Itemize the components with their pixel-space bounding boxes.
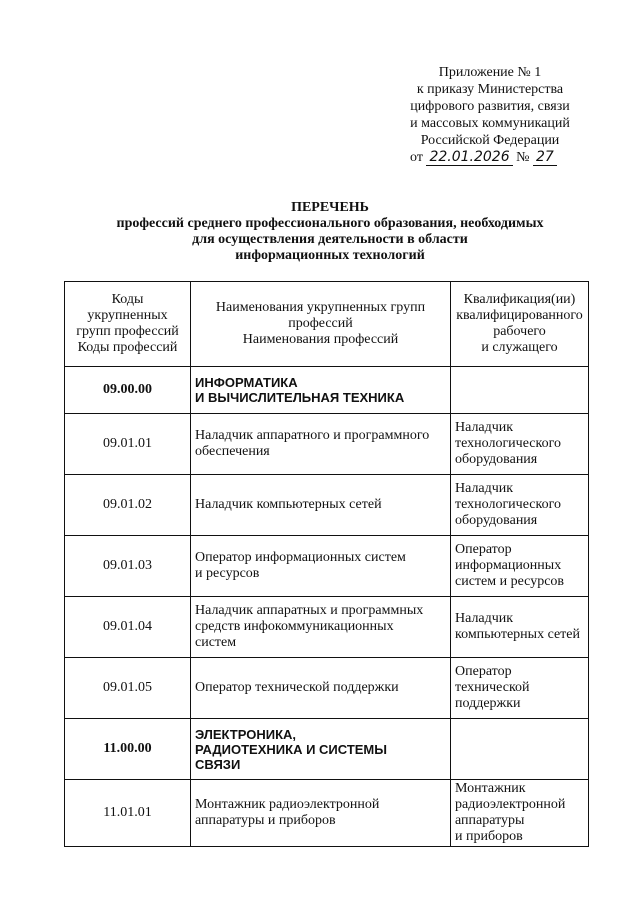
order-reference	[392, 149, 588, 166]
row-code: 11.00.00	[65, 719, 191, 780]
table-row	[65, 597, 589, 658]
row-name: Оператор информационных систем и ресурсов	[191, 536, 451, 597]
table-row	[65, 414, 589, 475]
row-name: Монтажник радиоэлектронной аппаратуры и приборов	[191, 780, 451, 847]
table-row	[65, 780, 589, 847]
table-row	[65, 658, 589, 719]
row-qualification: Монтажник радиоэлектронной аппаратуры и приборов	[451, 780, 589, 847]
order-date: 22.01.2026	[426, 149, 512, 166]
header-codes: Коды укрупненных групп профессий Коды профессий	[65, 282, 191, 367]
table-row	[65, 475, 589, 536]
row-qualification: Наладчик компьютерных сетей	[451, 597, 589, 658]
document-subtitle: профессий среднего профессионального образования, необходимых для осуществления деятельности в области информационных технологий	[116, 216, 544, 263]
row-qualification: Наладчик технологического оборудования	[451, 475, 589, 536]
professions-table	[64, 281, 589, 847]
row-qualification: Наладчик технологического оборудования	[451, 414, 589, 475]
appendix-line: и массовых коммуникаций	[410, 116, 570, 131]
row-name: Наладчик компьютерных сетей	[191, 475, 451, 536]
appendix-line: цифрового развития, связи	[410, 99, 570, 114]
row-name: Наладчик аппаратного и программного обеспечения	[191, 414, 451, 475]
row-code: 09.01.02	[65, 475, 191, 536]
row-name: ЭЛЕКТРОНИКА, РАДИОТЕХНИКА И СИСТЕМЫ СВЯЗИ	[191, 719, 451, 780]
row-qualification	[451, 719, 589, 780]
row-name: Оператор технической поддержки	[191, 658, 451, 719]
order-prefix: от	[410, 150, 423, 165]
table-row	[65, 367, 589, 414]
row-code: 09.00.00	[65, 367, 191, 414]
row-code: 09.01.03	[65, 536, 191, 597]
row-name: ИНФОРМАТИКА И ВЫЧИСЛИТЕЛЬНАЯ ТЕХНИКА	[191, 367, 451, 414]
row-code: 09.01.01	[65, 414, 191, 475]
row-code: 11.01.01	[65, 780, 191, 847]
row-name: Наладчик аппаратных и программных средств инфокоммуникационных систем	[191, 597, 451, 658]
row-code: 09.01.05	[65, 658, 191, 719]
appendix-line: Российской Федерации	[420, 133, 560, 148]
appendix-block	[392, 64, 588, 166]
table-row	[65, 536, 589, 597]
order-number: 27	[533, 149, 557, 166]
document-heading	[70, 200, 590, 264]
row-qualification: Оператор технической поддержки	[451, 658, 589, 719]
appendix-line: к приказу Министерства	[416, 82, 564, 97]
row-qualification: Оператор информационных систем и ресурсов	[451, 536, 589, 597]
document-title: ПЕРЕЧЕНЬ	[291, 200, 369, 215]
appendix-line: Приложение № 1	[438, 65, 542, 80]
header-qualifications: Квалификация(ии) квалифицированного рабочего и служащего	[451, 282, 589, 367]
row-qualification	[451, 367, 589, 414]
row-code: 09.01.04	[65, 597, 191, 658]
header-names: Наименования укрупненных групп профессий Наименования профессий	[191, 282, 451, 367]
order-number-label: №	[516, 150, 530, 165]
table-header-row	[65, 282, 589, 367]
table-row	[65, 719, 589, 780]
